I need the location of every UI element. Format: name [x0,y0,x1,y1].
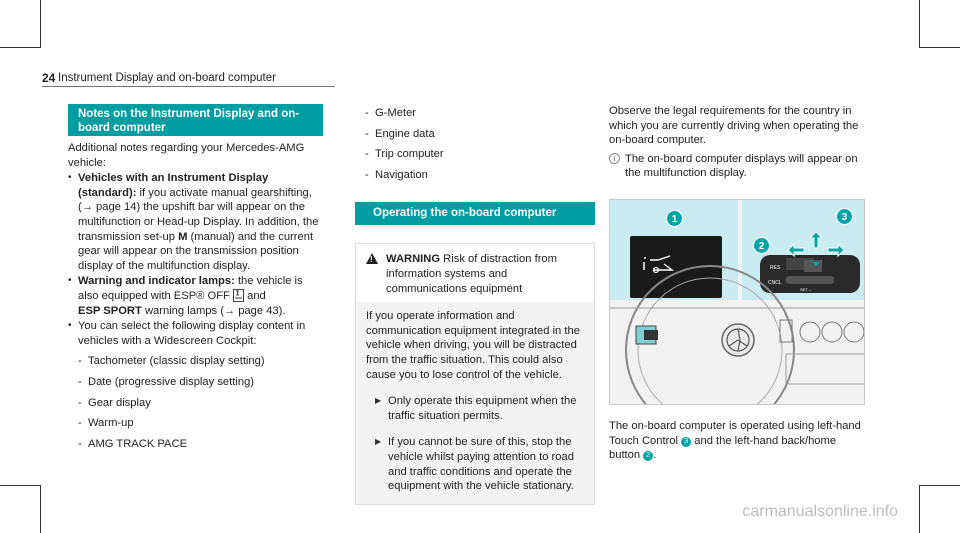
bullet-text: the vehicle is also equipped with ESP® OFF [78,275,303,302]
set-button-label: SET – [800,286,812,292]
note-text: The on-board computer displays will appear on the multifunction display. [625,152,858,180]
list-item: - Warm-up [78,416,323,431]
steering-wheel-figure [609,199,865,405]
info-note [609,152,869,181]
callout-3: 3 [836,208,853,225]
crop-mark [919,0,920,48]
bullet-text: warning lamps (→ page 43). [141,304,286,317]
list-item: - Trip computer [365,147,595,162]
warning-step: ▶ If you cannot be sure of this, stop the vehicle whilst paying attention to road and traffic conditions and operate the equipment with the vehicle stationary. [366,435,584,493]
callout-2: 2 [753,237,770,254]
crop-mark [0,485,41,486]
crop-mark [919,47,960,48]
crop-mark [40,0,41,48]
left-column [68,104,323,451]
cncl-button-label: CNCL [768,279,782,286]
warning-title: Risk of distraction from information systems and communications equipment [386,253,557,295]
section-heading: Notes on the Instrument Display and on-board computer [68,104,323,136]
intro-text: Additional notes regarding your Mercedes-AMG vehicle: [68,142,305,169]
bullet-text: (manual) and the current gear will appear on the transmission position display of the multifunction display. [78,230,314,272]
bullet-bold: M [178,230,188,243]
crop-mark [919,485,920,533]
bullet-bold: Warning and indicator lamps: [78,275,235,288]
bullet-instrument-display [68,171,323,273]
warning-header [356,244,594,302]
bullet-widescreen [68,319,323,348]
right-column [609,104,869,463]
res-button-label: RES [770,264,781,271]
bullet-text: and [244,289,266,302]
warning-text: If you operate information and communication equipment integrated in the vehicle when driving, you will be distracted from the traffic situation. This could also cause you to lose control of the vehicle. [366,310,580,381]
caption-text: and the left-hand back/home button [609,434,837,462]
header-rule [42,86,335,87]
caption-text: The on-board computer is operated using left-hand Touch Control [609,419,861,447]
page-number: 24 [42,71,56,85]
bullet-bold: Vehicles with an Instrument Display (standard): [78,172,269,199]
list-item: - Engine data [365,127,595,142]
steering-wheel-illustration [610,200,865,405]
caption-text: . [653,449,657,462]
list-item: - Gear display [78,396,323,411]
callout-ref-2: 2 [643,451,653,461]
callout-1: 1 [666,210,683,227]
bullet-warning-lamps [68,274,323,318]
watermark: carmanualsonline.info [742,503,898,520]
warning-triangle-icon: ! [366,253,378,264]
crop-mark [0,47,41,48]
esp-off-icon [233,289,244,302]
list-item: - AMG TRACK PACE [78,437,323,452]
display-content-list-cont [355,106,595,182]
list-item: - Date (progressive display setting) [78,375,323,390]
list-item: - G-Meter [365,106,595,121]
warning-label: WARNING [386,253,441,266]
list-item: - Navigation [365,168,595,183]
crop-mark [919,485,960,486]
bullet-text: if you activate manual gearshifting, (→ page 14) the upshift bar will appear on the multifunction or Head-up Display. In addition, the transmission set-up [78,186,319,243]
section-heading: Operating the on-board computer [355,202,595,225]
callout-ref-3: 3 [681,437,691,447]
bullet-bold: ESP SPORT [78,304,142,317]
warning-body [356,302,594,504]
bullet-text: You can select the following display content in vehicles with a Widescreen Cockpit: [78,320,306,347]
legal-paragraph: Observe the legal requirements for the country in which you are currently driving when operating the on-board computer. [609,105,859,147]
warning-step: ▶ Only operate this equipment when the traffic situation permits. [366,394,584,423]
middle-column [355,104,595,505]
figure-caption [609,419,869,463]
display-content-list [68,354,323,451]
crop-mark [40,485,41,533]
running-header: Instrument Display and on-board computer [58,72,276,84]
list-item: - Tachometer (classic display setting) [78,354,323,369]
warning-box [355,243,595,504]
info-icon: i [609,153,620,164]
